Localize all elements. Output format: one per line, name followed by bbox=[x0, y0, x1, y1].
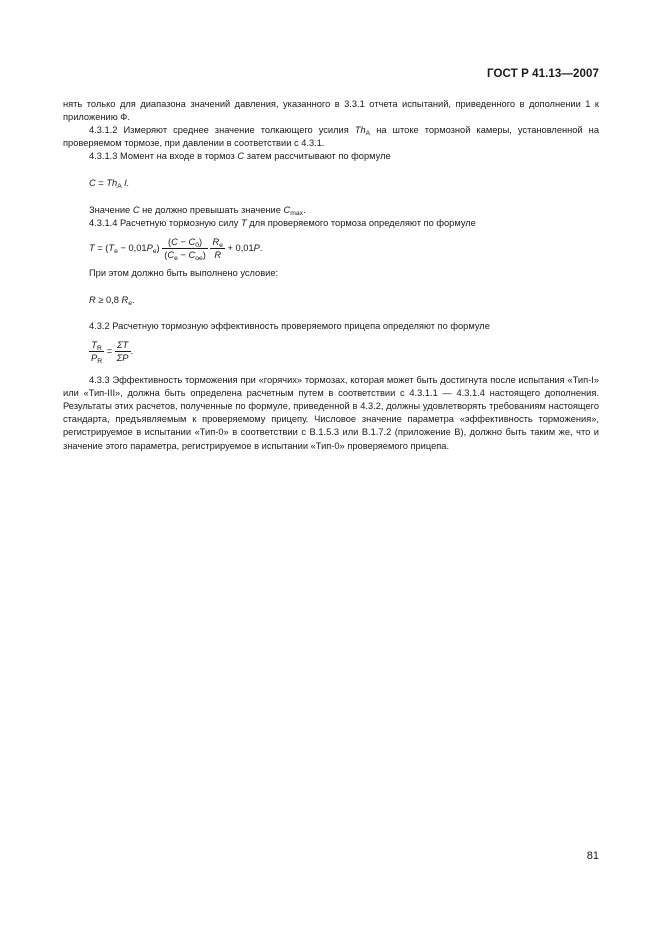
paragraph-4-3-1-2: 4.3.1.2 Измеряют среднее значение толкающего усилия $Th_A$ на штоке тормозной камеры, установленной на проверяемом тормозе, при давлении в соответствии с 4.3.1. bbox=[63, 125, 599, 149]
paragraph-condition-intro: При этом должно быть выполнено условие: bbox=[89, 267, 279, 278]
fraction-c: $\frac{(C - C_0)}{(C_e - C_{oe})}$ bbox=[164, 236, 206, 262]
page-number: 81 bbox=[586, 850, 599, 862]
paragraph-4-3-3: 4.3.3 Эффективность торможения при «горячих» тормозах, которая может быть достигнута после испытания «Тип-I» или «Тип-III», должна быть определена расчетным путем в соответствии с 4.3.1.1 — 4.3.1.4 настоящего дополнения. Результаты этих расчетов, полученные по формуле, приведенной в 4.3.2, должны удовлетворять требованиям настоящего стандарта, предъявляемым к проверяемому прицепу. Числовое значение параметра «эффективность торможения», регистрируемое в испытании «Тип-0» в соответствии с В.1.5.3 или В.1.7.2 (приложение В), должно быть таким же, что и значение этого параметра, регистрируемое в испытании «Тип-0» проверяемого прицепа. bbox=[63, 375, 599, 451]
page-content bbox=[63, 98, 599, 453]
formula-input-torque: $C = Th_A$ l. bbox=[89, 178, 129, 191]
paragraph-cmax-note: Значение C не должно превышать значение $C_{max}$. bbox=[89, 204, 306, 217]
formula-brake-force: $T = (T_e - 0,01P_e)$ $\frac{(C - C_0)}{(C_e - C_{oe})}$ $\frac{R_e}{R}$ + 0,01P. bbox=[89, 236, 263, 262]
formula-condition: R ≥ 0,8 $R_e$. bbox=[89, 294, 135, 307]
paragraph-4-3-1-4: 4.3.1.4 Расчетную тормозную силу T для проверяемого тормоза определяют по формуле bbox=[89, 217, 476, 228]
fraction-sum: $\frac{\Sigma T}{\Sigma P}$ bbox=[116, 340, 129, 364]
fraction-tr-pr: $\frac{T_R}{P_R}$ bbox=[91, 340, 103, 366]
paragraph-continuation: нять только для диапазона значений давления, указанного в 3.3.1 отчета испытаний, приведенного в дополнении 1 к приложению Ф. bbox=[63, 99, 599, 123]
paragraph-4-3-2: 4.3.2 Расчетную тормозную эффективность проверяемого прицепа определяют по формуле bbox=[89, 320, 490, 331]
paragraph-4-3-1-3: 4.3.1.3 Момент на входе в тормоз C затем рассчитывают по формуле bbox=[89, 151, 391, 162]
fraction-r: $\frac{R_e}{R}$ bbox=[212, 236, 223, 260]
formula-efficiency: $\frac{T_R}{P_R}$ = $\frac{\Sigma T}{\Sigma P}$ . bbox=[91, 340, 134, 366]
document-code: ГОСТ Р 41.13—2007 bbox=[487, 68, 599, 80]
